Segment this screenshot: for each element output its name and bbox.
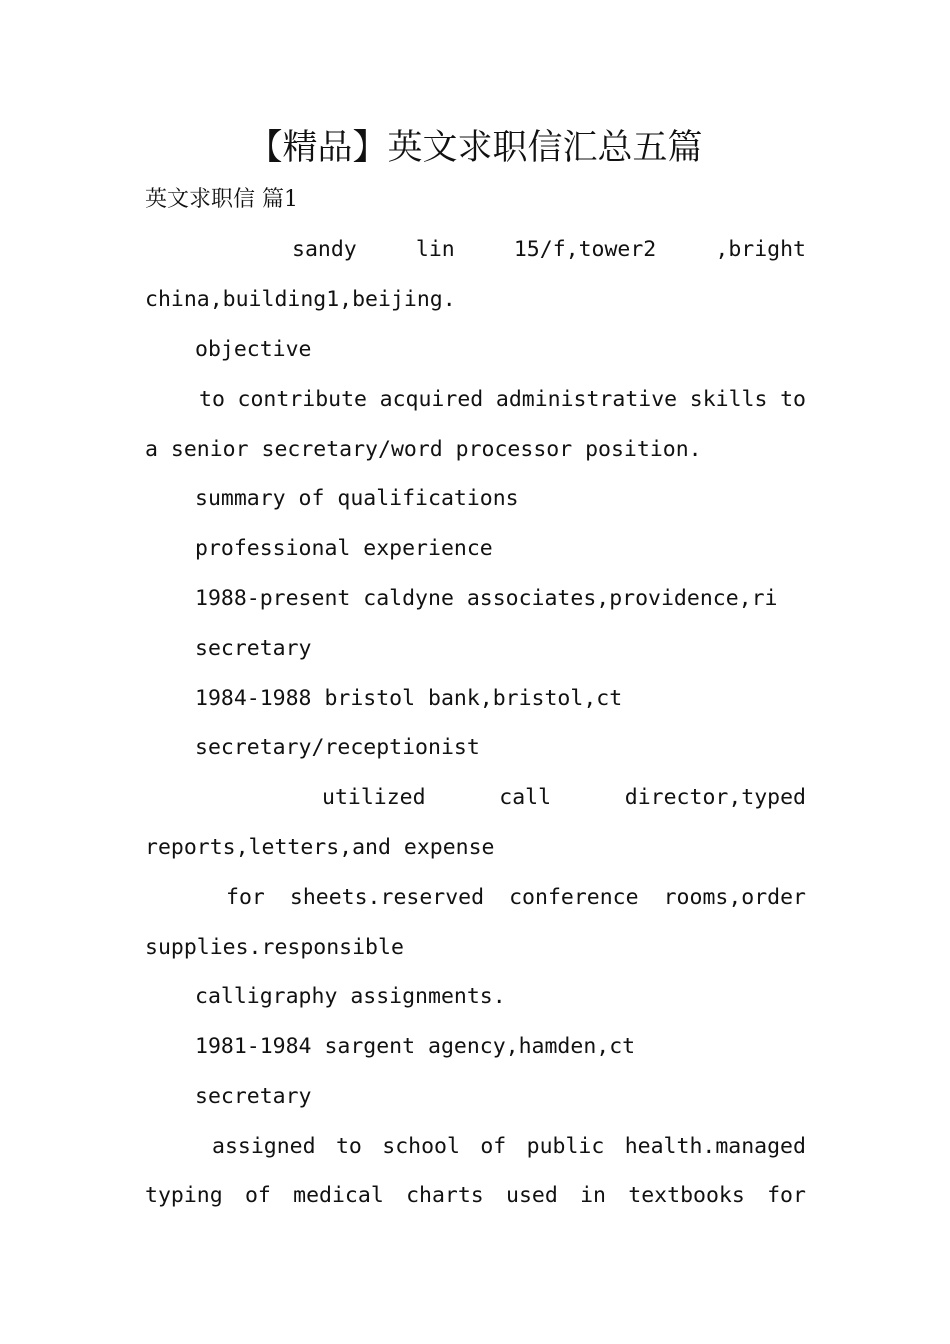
duty-word: textbooks — [628, 1183, 745, 1208]
duty-word: of — [480, 1134, 507, 1159]
job-title-1: secretary — [195, 636, 312, 661]
address-word: ,bright — [715, 237, 806, 262]
objective-word: skills — [689, 387, 768, 412]
duty-word: used — [506, 1183, 558, 1208]
duty-word: school — [382, 1134, 460, 1159]
duty-word: charts — [406, 1183, 484, 1208]
objective-word: contribute — [237, 387, 367, 412]
objective-word: to — [780, 387, 806, 412]
duty-word: in — [580, 1183, 606, 1208]
duty-word: sheets.reserved — [289, 885, 485, 910]
duty-word: of — [244, 1183, 271, 1208]
duty-word: for — [767, 1183, 806, 1208]
experience-heading: professional experience — [195, 536, 493, 561]
duty-word: utilized — [322, 785, 426, 810]
objective-line-2: a senior secretary/word processor position. — [145, 437, 702, 462]
duty-word: conference — [509, 885, 639, 910]
duty-word: call — [499, 785, 552, 810]
duty-word: director,typed — [624, 785, 806, 810]
job-title-3: secretary — [195, 1084, 312, 1109]
duty-line-3: calligraphy assignments. — [195, 984, 506, 1009]
duty-word: typing — [145, 1183, 223, 1208]
job-line-2: 1984-1988 bristol bank,bristol,ct — [195, 686, 623, 711]
duty-line-1b: reports,letters,and expense — [145, 835, 495, 860]
duty-word: rooms,order — [663, 885, 806, 910]
duty-word: public — [526, 1134, 605, 1159]
duty-word: health.managed — [624, 1134, 806, 1159]
duty-line-4b — [145, 1181, 806, 1211]
address-word: 15/f,tower2 — [513, 237, 657, 262]
duty-line-1 — [322, 783, 806, 813]
duty-word: to — [335, 1134, 362, 1159]
objective-word: administrative — [495, 387, 678, 412]
address-word: lin — [415, 237, 455, 262]
duty-line-2 — [226, 883, 806, 913]
address-line-1 — [292, 235, 806, 265]
document-title: 【精品】英文求职信汇总五篇 — [247, 128, 703, 168]
duty-line-4 — [212, 1132, 806, 1162]
duty-word: for — [226, 885, 265, 910]
job-line-1: 1988-present caldyne associates,providence,ri — [195, 586, 778, 611]
duty-line-2b: supplies.responsible — [145, 935, 404, 960]
objective-word: acquired — [379, 387, 484, 412]
duty-word: assigned — [212, 1134, 316, 1159]
summary-heading: summary of qualifications — [195, 486, 519, 511]
objective-heading: objective — [195, 337, 312, 362]
section-heading: 英文求职信 篇1 — [145, 187, 298, 212]
objective-word: to — [199, 387, 225, 412]
address-word: sandy — [292, 237, 357, 262]
objective-line-1 — [199, 385, 806, 415]
address-line-2: china,building1,beijing. — [145, 287, 456, 312]
job-line-3: 1981-1984 sargent agency,hamden,ct — [195, 1034, 636, 1059]
job-title-2: secretary/receptionist — [195, 735, 480, 760]
duty-word: medical — [293, 1183, 384, 1208]
